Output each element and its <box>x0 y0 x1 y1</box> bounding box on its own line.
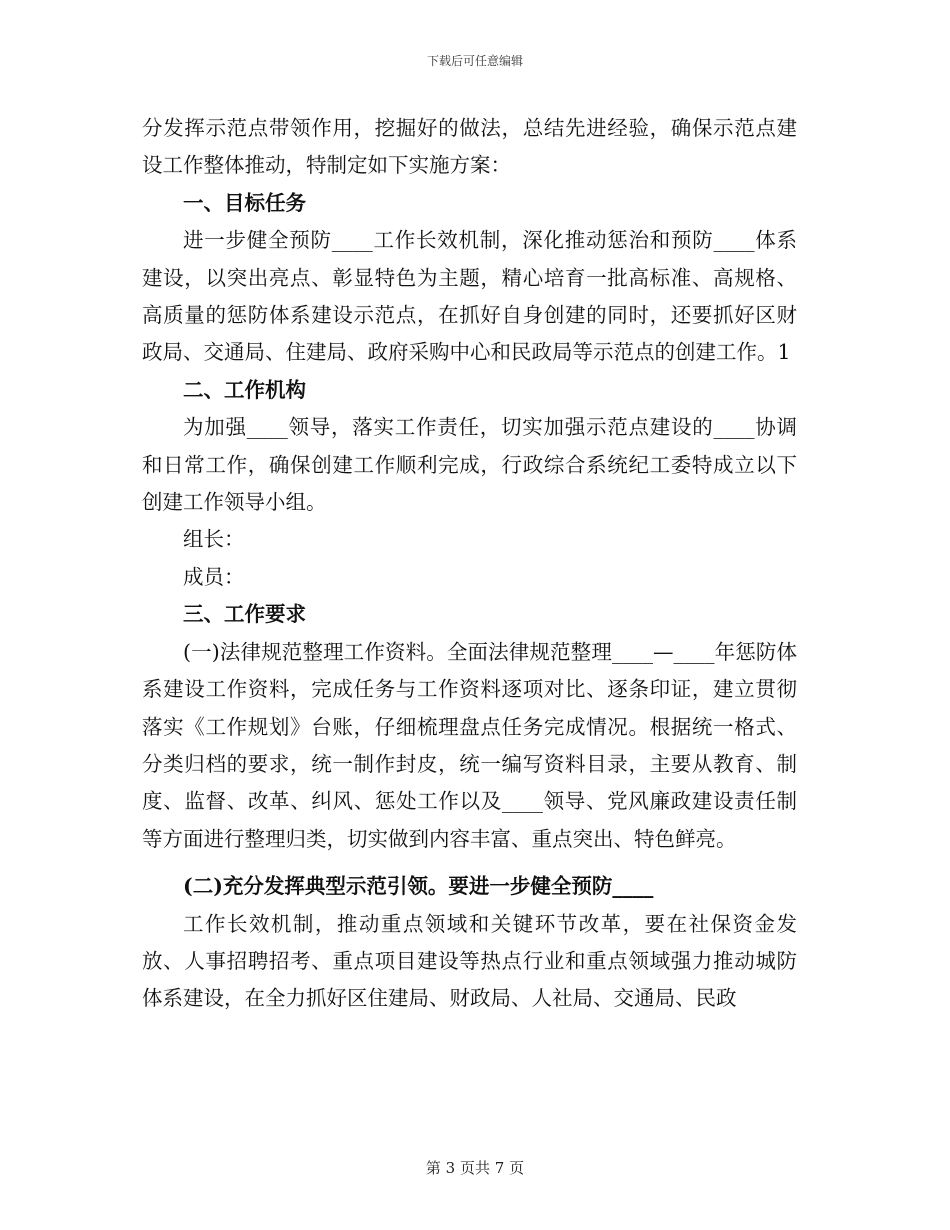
paragraph: 进一步健全预防____工作长效机制，深化推动惩治和预防____体系建设，以突出亮点、彰显特色为主题，精心培育一批高标准、高规格、高质量的惩防体系建设示范点，在抓好自身创建的同时，还要抓好区财政局、交通局、住建局、政府采购中心和民政局等示范点的创建工作。1 <box>142 228 797 365</box>
page-footer: 第 3 页共 7 页 <box>425 1159 525 1177</box>
subsection-heading: (二)充分发挥典型示范引领。要进一步健全预防____ <box>183 874 654 899</box>
section-heading: 一、目标任务 <box>183 190 306 215</box>
paragraph: 工作长效机制，推动重点领域和关键环节改革，要在社保资金发放、人事招聘招考、重点项目建设等热点行业和重点领域强力推动城防体系建设，在全力抓好区住建局、财政局、人社局、交通局、民政 <box>142 911 797 1011</box>
paragraph: 成员： <box>183 564 245 589</box>
section-heading: 三、工作要求 <box>183 602 306 627</box>
paragraph: 组长： <box>183 527 245 552</box>
page-header: 下载后可任意编辑 <box>426 54 523 68</box>
paragraph: (一)法律规范整理工作资料。全面法律规范整理____—____年惩防体系建设工作资料，完成任务与工作资料逐项对比、逐条印证，建立贯彻落实《工作规划》台账，仔细梳理盘点任务完成情况。根据统一格式、分类归档的要求，统一制作封皮，统一编写资料目录，主要从教育、制度、监督、改革、纠风、惩处工作以及____领导、党风廉政建设责任制等方面进行整理归类，切实做到内容丰富、重点突出、特色鲜亮。 <box>142 639 797 851</box>
paragraph: 分发挥示范点带领作用，挖掘好的做法，总结先进经验，确保示范点建设工作整体推动，特制定如下实施方案： <box>142 116 797 178</box>
section-heading: 二、工作机构 <box>183 377 306 402</box>
paragraph: 为加强____领导，落实工作责任，切实加强示范点建设的____协调和日常工作，确保创建工作顺利完成，行政综合系统纪工委特成立以下创建工作领导小组。 <box>142 415 797 515</box>
document-body <box>142 110 797 1018</box>
spacer <box>142 858 797 868</box>
